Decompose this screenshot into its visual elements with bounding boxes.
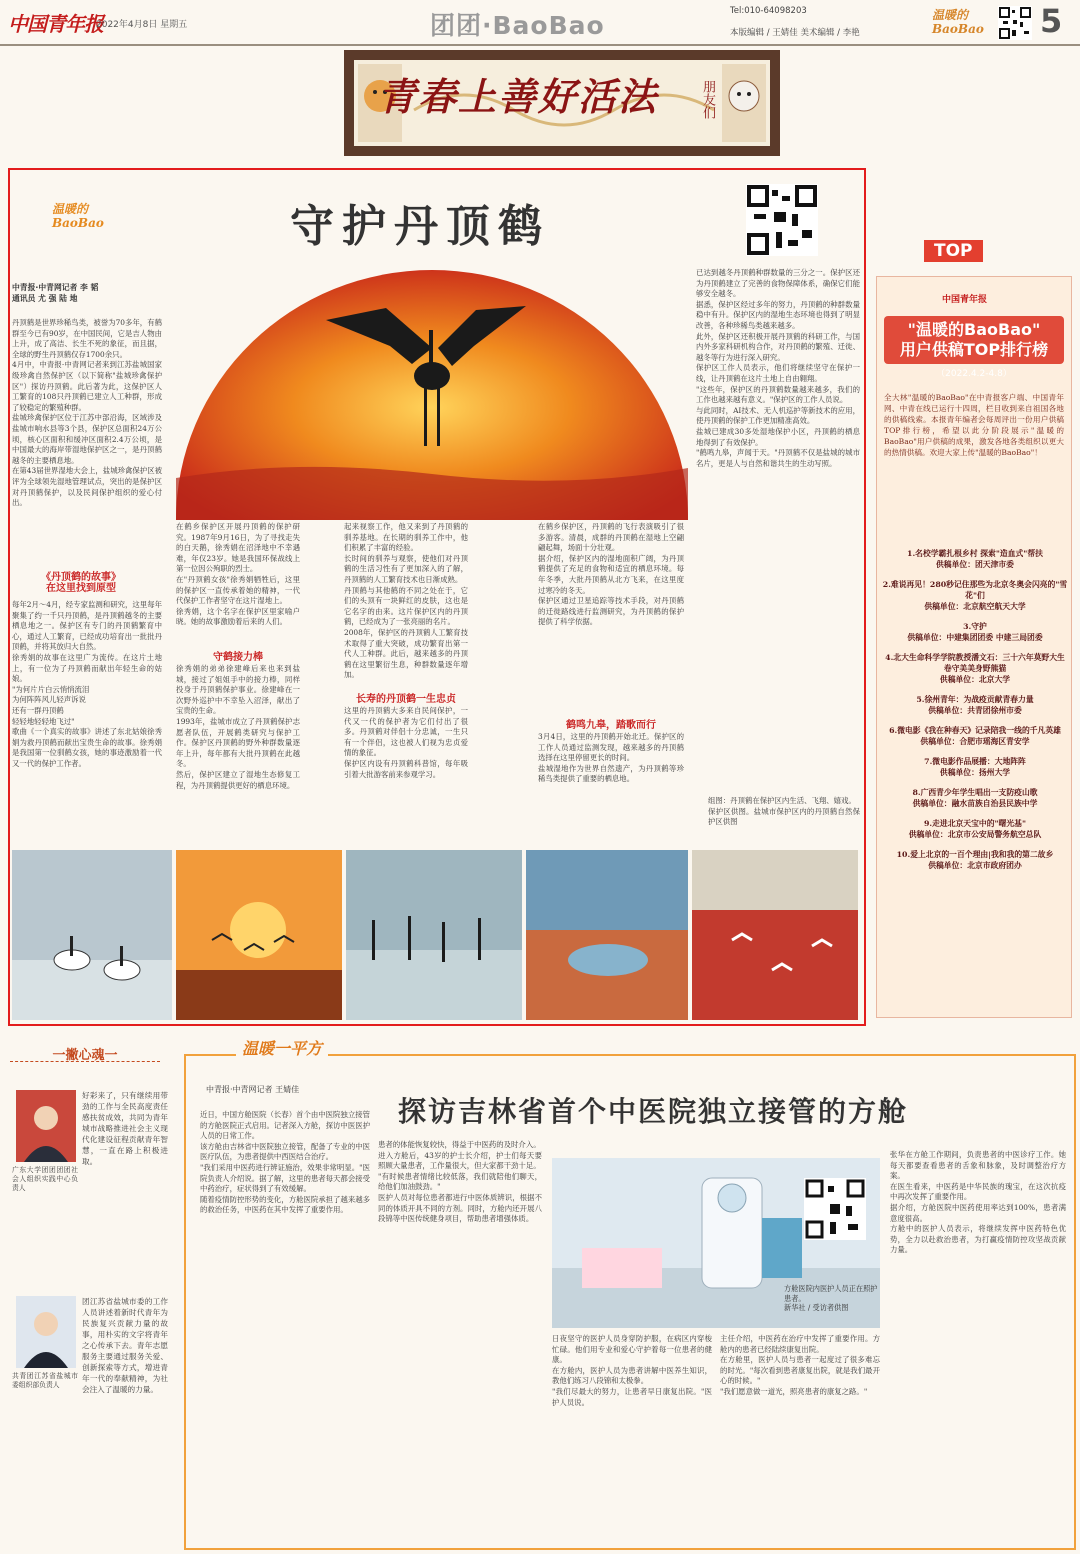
qr-code-icon[interactable] [998, 6, 1032, 40]
ranking-item-title: 4.北大生命科学学院教授潘文石：三十六年莫野大生 卷守美美身野熊猫 [885, 653, 1065, 673]
feature-headline: 守护丹顶鹤 [290, 201, 550, 252]
ranking-logo: 中国青年报 [942, 295, 988, 305]
bottom-column-5: 张华在方舱工作期间，负责患者的中医诊疗工作。她每天都要查看患者的舌象和脉象，及时调整治疗方案。 在医生看来，中医药是中华民族的瑰宝，在这次抗疫中再次发挥了重要作用。 据介绍，方舱医院中医药使用率达到100%，患者满意度很高。 方舱中的医护人员表示，将继续发挥中医药特色优势，全力以赴救治患者，为打赢疫情防控攻坚战贡献力量。 [890, 1150, 1066, 1255]
ranking-item[interactable] [882, 787, 1068, 809]
bottom-qr-code[interactable] [804, 1178, 866, 1240]
ranking-item-unit: 供稿单位：中建集团团委 中建三局团委 [907, 633, 1043, 642]
feature-column-5: 已达到越冬丹顶鹤种群数量的三分之一。保护区还为丹顶鹤建立了完善的食物保障体系，确保它们能够安全越冬。 据悉，保护区经过多年的努力，丹顶鹤的种群数量稳中有升。保护区内的湿地生态环境也得到了明显改善，各种珍稀鸟类越来越多。 此外，保护区还积极开展丹顶鹤的科研工作，与国内外多家科研机构合作，对丹顶鹤的繁殖、迁徙、越冬等行为进行深入研究。 保护区工作人员表示，他们将继续坚守在保护一线，让丹顶鹤在这片土地上自由翱翔。 "这些年，保护区的丹顶鹤数量越来越多，我们的工作也越来越有意义。"保护区的工作人员说。 与此同时，AI技术、无人机巡护等新技术的应用，使丹顶鹤的保护工作更加精准高效。 盐城已建成30多处湿地保护小区，丹顶鹤的栖息地得到了有效保护。 "鹤鸣九皋，声闻于天。"丹顶鹤不仅是盐城的城市名片，更是人与自然和谐共生的生动写照。 [696, 268, 860, 468]
ranking-item-title: 2.难说再见！280秒记住那些为北京冬奥会闪亮的"雪花"们 [882, 580, 1068, 600]
poem-heading [12, 572, 150, 594]
banner-title: 青春上善好活法 [378, 74, 659, 119]
ranking-title: "温暖的BaoBao" 用户供稿TOP排行榜 [884, 316, 1064, 364]
hospital-photo-caption: 方舱医院内医护人员正在照护患者。 新华社 / 受访者供图 [784, 1284, 878, 1312]
banner-signature: 朋友们 [700, 80, 715, 119]
editors-line: 本版编辑 / 王婧佳 美术编辑 / 李艳 [730, 28, 860, 38]
feature-kicker: 温暖的BaoBao [52, 202, 104, 230]
bottom-kicker: 温暖一平方 [236, 1036, 328, 1059]
author-caption-2: 共青团江苏省盐城市委组织部负责人 [12, 1372, 78, 1389]
ranking-item-unit: 供稿单位：合肥市瑶海区青安学 [920, 737, 1030, 746]
feature-byline: 中青报·中青网记者 李 韬 通讯员 尤 强 陆 地 [12, 283, 99, 303]
crane-sunset-photo [176, 268, 688, 520]
ranking-intro: 全大林"温暖的BaoBao"在中青报客户端、中国青年网、中青在线已运行十四周，栏目收到来自祖国各地的供稿线索。本报青年编者会每周评出一份用户供稿TOP排行榜，希望以此分阶段展示"温暖的BaoBao"用户供稿的成果，激发各地各类组织以更大的热情供稿。欢迎大家上传"温暖的BaoBao"！ [884, 393, 1064, 457]
ranking-item-unit: 供稿单位：团天津市委 [936, 560, 1014, 569]
newspaper-brand: 中国青年报 [8, 12, 103, 36]
baobao-logo: 温暖的BaoBao [932, 8, 984, 36]
ranking-item-unit: 供稿单位：北京大学 [939, 675, 1011, 684]
ranking-item-title: 6.微电影《我在种春天》记录陪我一线的千凡英雄 [889, 726, 1061, 735]
article-qr-code[interactable] [746, 184, 818, 256]
ranking-item[interactable] [882, 849, 1068, 871]
ranking-item-unit: 供稿单位：融水苗族自治县民族中学 [912, 799, 1038, 808]
photo-caption: 组图：丹顶鹤在保护区内生活、飞翔、嬉戏。 保护区供图。盐城市保护区内的丹顶鹤自然保护区供图 [708, 796, 860, 827]
column-text-2: 团江苏省盐城市委的工作人员讲述着新时代青年为民族复兴贡献力量的故事，用朴实的文字将青年之心传承下去。青年志愿服务主要通过服务关爱、创新探索等方式，增进青年一代的奉献精神，为社会注入了温暖的力量。 [82, 1297, 168, 1394]
feature-column-3b: 这里的丹顶鹤大多来自民间保护，一代又一代的保护者为它们付出了很多。丹顶鹤对伴侣十分忠诚，一生只有一个伴侣，这也被人们视为忠贞爱情的象征。 保护区内设有丹顶鹤科普馆，每年吸引着大批游客前来参观学习。 [344, 706, 468, 779]
ranking-item-title: 1.名校学霸扎根乡村 探索"造血式"帮扶 [907, 549, 1043, 558]
ranking-item[interactable] [882, 756, 1068, 778]
ranking-item[interactable] [882, 579, 1068, 612]
feature-column-2: 在鹤乡保护区开展丹顶鹤的保护研究。1987年9月16日，为了寻找走失的白天鹅，徐秀娟在沼泽地中不幸遇难，年仅23岁。她是我国环保战线上第一位因公殉职的烈士。 在"丹顶鹤女孩"徐秀娟牺牲后，这里的保护区一直传承着她的精神，一代代保护工作者坚守在这片湿地上。 徐秀娟，这个名字在保护区里家喻户晓。她的故事激励着后来的人们。 [176, 522, 300, 627]
subhead-dance: 鹤鸣九皋，踏歌而行 [566, 720, 656, 731]
column-heading: 一撇心魂一 [52, 1048, 118, 1063]
feature-column-1b: 每年2月～4月，经专家监测和研究，这里每年聚集了约一千只丹顶鹤，是丹顶鹤越冬的主要栖息地之一。保护区有专门的丹顶鹤繁育中心，通过人工繁育，已经成功培育出一批批丹顶鹤，并将其放归大自然。 徐秀娟的故事在这里广为流传。在这片土地上，有一位为了丹顶鹤而献出年轻生命的姑娘。 "为何片片白云悄悄流泪 为何阵阵风儿轻声诉说 还有一群丹顶鹤 轻轻地轻轻地飞过" 歌曲《一个真实的故事》讲述了东北姑娘徐秀娟为救丹顶鹤而献出宝贵生命的故事。徐秀娟是我国第一位驯鹤女孩，她的事迹激励着一代又一代的保护工作者。 [12, 600, 162, 768]
bottom-byline: 中青报·中青网记者 王婧佳 [206, 1085, 300, 1094]
ranking-item-unit: 供稿单位：北京市政府团办 [928, 861, 1022, 870]
bottom-column-2: 患者的体能恢复较快，得益于中医药的及时介入。 进入方舱后，43岁的护士长介绍，护士们每天要照顾大量患者，工作量很大，但大家都干劲十足。 "有时候患者情绪比较低落，我们就陪他们聊天，给他们加油鼓劲。" 医护人员对每位患者都进行中医体质辨识，根据不同的体质开具不同的方剂。同时，方舱内还开展八段锦等中医传统健身项目，帮助患者增强体质。 [378, 1140, 542, 1224]
bottom-headline: 探访吉林省首个中医院独立接管的方舱 [398, 1095, 909, 1128]
top-badge: TOP [924, 240, 983, 262]
contact-tel: Tel:010-64098203 [730, 6, 807, 16]
ranking-item[interactable] [882, 621, 1068, 643]
feature-column-1: 丹顶鹤是世界珍稀鸟类，被誉为70多年，有鹤群至今已有90岁，在中国民间，它是吉人物由上升，成了高洁、长生不死的象征，而且据，全球的野生丹顶鹤仅存1700余只。 4月中，中青报·中青网记者来到江苏盐城国家级珍禽自然保护区（以下简称"盐城珍禽保护区"）探访丹顶鹤。此后著为此，这保护区人工繁育的108只丹顶鹤已建立人工种群，形成了较稳定的繁殖种群。 盐城珍禽保护区位于江苏中部沿海，区域涉及盐城市响水县等3个县，保护区总面积24万公顷，核心区面积和缓冲区面积2.4万公顷，是中国最大的海岸带湿地保护区之一，是丹顶鹤越冬的主要栖息地。 在第43届世界湿地大会上，盐城珍禽保护区被评为全球领先湿地管理试点，突出的是保护区对丹顶鹤保护，以及民间保护组织的爱心付出。 [12, 318, 162, 508]
poem-heading-text: 《丹顶鹤的故事》 在这里找到原型 [41, 572, 121, 594]
ranking-date: （2022.4.2-4.8） [936, 369, 1012, 379]
ranking-item-unit: 供稿单位：扬州大学 [939, 768, 1011, 777]
author-caption-1: 广东大学团团团团社会人组织实践中心负责人 [12, 1166, 78, 1192]
ranking-list [882, 548, 1068, 880]
bottom-column-4: 主任介绍，中医药在治疗中发挥了重要作用。方舱内的患者已经陆续康复出院。 在方舱里，医护人员与患者一起度过了很多难忘的时光。"每次看到患者康复出院，就是我们最开心的时候。" "我们愿意做一道光，照亮患者的康复之路。" [720, 1334, 880, 1396]
ranking-item-title: 9.走进北京天宝中的"曙光基" [923, 819, 1027, 828]
author-photo [16, 1090, 76, 1162]
section-title: 团团·BaoBao [430, 11, 605, 40]
ranking-item[interactable] [882, 818, 1068, 840]
ranking-item-title: 7.微电影作品展播：大地阵阵 [924, 757, 1026, 766]
bottom-column-1: 近日，中国方舱医院（长春）首个由中医院独立接管的方舱医院正式启用。记者深入方舱，探访中医医护人员的日常工作。 该方舱由吉林省中医院独立接管，配备了专业的中医医疗队伍，为患者提供中西医结合治疗。 "我们采用中医药进行辨证施治，效果非常明显。"医院负责人介绍说。据了解，这里的患者每天都会接受中药治疗，症状得到了有效缓解。 随着疫情防控形势的变化，方舱医院承担了越来越多的救治任务，中医药在其中发挥了重要作用。 [200, 1110, 370, 1215]
ranking-item-title: 10.爱上北京的一百个理由|我和我的第二故乡 [896, 850, 1054, 859]
ranking-item-unit: 供稿单位：北京市公安局警务航空总队 [908, 830, 1042, 839]
ranking-item-unit: 供稿单位：北京航空航天大学 [924, 602, 1026, 611]
feature-column-2b: 徐秀娟的弟弟徐建峰后来也来到盐城，接过了姐姐手中的接力棒，同样投身于丹顶鹤保护事业。徐建峰在一次野外巡护中不幸坠入沼泽，献出了宝贵的生命。 1993年，盐城市成立了丹顶鹤保护志愿者队伍，开展鹤类研究与保护工作。保护区丹顶鹤的野外种群数量逐年上升，每年都有大批丹顶鹤在此越冬。 然后，保护区建立了湿地生态修复工程，为丹顶鹤提供更好的栖息环境。 [176, 664, 300, 790]
ranking-item[interactable] [882, 652, 1068, 685]
ranking-item[interactable] [882, 725, 1068, 747]
ranking-item-title: 5.徐州青年：为战疫贡献青春力量 [916, 695, 1034, 704]
feature-column-4b: 3月4日，这里的丹顶鹤开始北迁。保护区的工作人员通过监测发现，越来越多的丹顶鹤选择在这里停留更长的时间。 盐城湿地作为世界自然遗产，为丹顶鹤等珍稀鸟类提供了重要的栖息地。 [538, 732, 684, 784]
ranking-item[interactable] [882, 548, 1068, 570]
ranking-item[interactable] [882, 694, 1068, 716]
crane-photo-strip [12, 850, 858, 1020]
ranking-item-title: 3.守护 [963, 622, 987, 631]
author-photo [16, 1296, 76, 1368]
subhead-loyal: 长寿的丹顶鹤一生忠贞 [356, 694, 456, 705]
column-text-1: 好彩来了，只有继续用带劲的工作与全民高度责任感扶贫成效，共同为青年城市战略推进社会主义现代化建设征程贡献青年智慧，一直在路上积极进取。 [82, 1091, 168, 1166]
issue-date: 2022年4月8日 星期五 [96, 20, 188, 30]
page-number: 5 [1040, 2, 1063, 40]
ranking-item-title: 8.广西青少年学生唱出一支防疫山歌 [912, 788, 1038, 797]
bottom-column-3: 日夜坚守的医护人员身穿防护服，在病区内穿梭忙碌。他们用专业和爱心守护着每一位患者的健康。 在方舱内，医护人员为患者讲解中医养生知识，教他们练习八段锦和太极拳。 "我们尽最大的努力，让患者早日康复出院。"医护人员说。 [552, 1334, 712, 1407]
feature-column-4: 在鹤乡保护区，丹顶鹤的飞行表演吸引了很多游客。清晨，成群的丹顶鹤在湿地上空翩翩起舞，场面十分壮观。 据介绍，保护区内的湿地面积广阔，为丹顶鹤提供了充足的食物和适宜的栖息环境。每年冬季，大批丹顶鹤从北方飞来，在这里度过寒冷的冬天。 保护区通过卫星追踪等技术手段，对丹顶鹤的迁徙路线进行监测研究，为丹顶鹤的保护提供了科学依据。 [538, 522, 684, 627]
feature-column-3: 起来视察工作，他又来到了丹顶鹤的驯养基地。在长期的驯养工作中，他们积累了丰富的经验。 长时间的驯养与观察，使他们对丹顶鹤的生活习性有了更加深入的了解，丹顶鹤的人工繁育技术也日渐成熟。 丹顶鹤与其他鹤的不同之处在于，它们的头顶有一块鲜红的皮肤，这也是它名字的由来。这片保护区内的丹顶鹤，已经成为了一张亮丽的名片。 2008年，保护区的丹顶鹤人工繁育技术取得了重大突破，成功繁育出第一代人工种群。此后，越来越多的丹顶鹤在这里繁衍生息，种群数量逐年增加。 [344, 522, 468, 680]
ranking-item-unit: 供稿单位：共青团徐州市委 [928, 706, 1022, 715]
subhead-relay: 守鹤接力棒 [213, 652, 263, 663]
